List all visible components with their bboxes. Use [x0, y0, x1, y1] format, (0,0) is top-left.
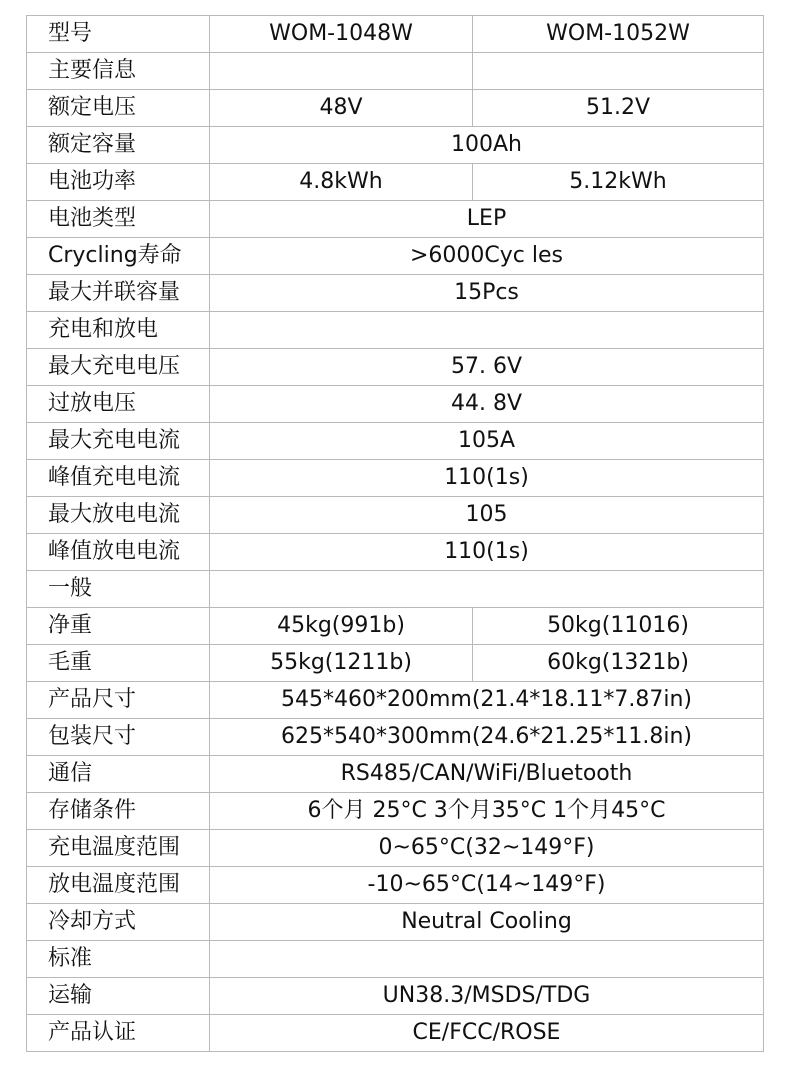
- row-value-1048w: 45kg(991b): [210, 608, 473, 645]
- table-row: [27, 423, 764, 460]
- row-value: [210, 312, 764, 349]
- table-row: [27, 1015, 764, 1052]
- table-row: [27, 127, 764, 164]
- table-row: [27, 904, 764, 941]
- table-row: [27, 645, 764, 682]
- row-value: 15Pcs: [210, 275, 764, 312]
- row-value: 100Ah: [210, 127, 764, 164]
- table-row: [27, 830, 764, 867]
- row-value: 0~65°C(32~149°F): [210, 830, 764, 867]
- row-label: 一般: [27, 571, 210, 608]
- row-value: [210, 941, 764, 978]
- row-label: 主要信息: [27, 53, 210, 90]
- row-value: 57. 6V: [210, 349, 764, 386]
- row-value: 625*540*300mm(24.6*21.25*11.8in): [210, 719, 764, 756]
- table-row: [27, 497, 764, 534]
- row-value-1052w: 5.12kWh: [473, 164, 764, 201]
- row-label: 峰值充电电流: [27, 460, 210, 497]
- row-value-1048w: 4.8kWh: [210, 164, 473, 201]
- row-label: 最大充电电压: [27, 349, 210, 386]
- row-label: 存储条件: [27, 793, 210, 830]
- row-value: 105A: [210, 423, 764, 460]
- row-value-1052w: 60kg(1321b): [473, 645, 764, 682]
- row-value: >6000Cyc les: [210, 238, 764, 275]
- table-row: [27, 571, 764, 608]
- row-value: [210, 571, 764, 608]
- table-row: [27, 90, 764, 127]
- table-row: [27, 349, 764, 386]
- row-label: 产品尺寸: [27, 682, 210, 719]
- row-value-1048w: WOM-1048W: [210, 16, 473, 53]
- row-value-1052w: [473, 53, 764, 90]
- row-label: 净重: [27, 608, 210, 645]
- row-label: 充电温度范围: [27, 830, 210, 867]
- row-label: 最大并联容量: [27, 275, 210, 312]
- table-row: [27, 164, 764, 201]
- row-value-1052w: WOM-1052W: [473, 16, 764, 53]
- row-label: 最大充电电流: [27, 423, 210, 460]
- table-row: [27, 386, 764, 423]
- table-row: [27, 867, 764, 904]
- row-label: 毛重: [27, 645, 210, 682]
- row-label: 充电和放电: [27, 312, 210, 349]
- row-value: 110(1s): [210, 460, 764, 497]
- table-row: [27, 978, 764, 1015]
- table-row: [27, 608, 764, 645]
- row-label: 标准: [27, 941, 210, 978]
- table-row: [27, 238, 764, 275]
- table-row: [27, 719, 764, 756]
- table-row: [27, 16, 764, 53]
- table-row: [27, 53, 764, 90]
- row-label: 型号: [27, 16, 210, 53]
- row-value: 6个月 25°C 3个月35°C 1个月45°C: [210, 793, 764, 830]
- row-value: Neutral Cooling: [210, 904, 764, 941]
- row-label: 通信: [27, 756, 210, 793]
- row-value-1052w: 51.2V: [473, 90, 764, 127]
- table-row: [27, 460, 764, 497]
- row-label: 电池类型: [27, 201, 210, 238]
- row-value-1048w: 48V: [210, 90, 473, 127]
- row-label: 包装尺寸: [27, 719, 210, 756]
- row-label: 过放电压: [27, 386, 210, 423]
- row-value: 545*460*200mm(21.4*18.11*7.87in): [210, 682, 764, 719]
- row-label: 额定电压: [27, 90, 210, 127]
- row-value-1048w: [210, 53, 473, 90]
- row-label: Crycling寿命: [27, 238, 210, 275]
- row-value: RS485/CAN/WiFi/Bluetooth: [210, 756, 764, 793]
- row-label: 最大放电电流: [27, 497, 210, 534]
- table-row: [27, 312, 764, 349]
- table-row: [27, 756, 764, 793]
- row-label: 冷却方式: [27, 904, 210, 941]
- spec-table-body: [27, 16, 764, 1052]
- table-row: [27, 941, 764, 978]
- row-value: 44. 8V: [210, 386, 764, 423]
- row-label: 产品认证: [27, 1015, 210, 1052]
- row-value-1048w: 55kg(1211b): [210, 645, 473, 682]
- row-value: -10~65°C(14~149°F): [210, 867, 764, 904]
- row-value: CE/FCC/ROSE: [210, 1015, 764, 1052]
- spec-table: [26, 15, 764, 1052]
- row-value: UN38.3/MSDS/TDG: [210, 978, 764, 1015]
- table-row: [27, 682, 764, 719]
- row-label: 放电温度范围: [27, 867, 210, 904]
- row-value: 105: [210, 497, 764, 534]
- table-row: [27, 534, 764, 571]
- table-row: [27, 275, 764, 312]
- row-label: 额定容量: [27, 127, 210, 164]
- row-value: 110(1s): [210, 534, 764, 571]
- row-label: 运输: [27, 978, 210, 1015]
- row-value-1052w: 50kg(11016): [473, 608, 764, 645]
- row-label: 峰值放电电流: [27, 534, 210, 571]
- table-row: [27, 793, 764, 830]
- table-row: [27, 201, 764, 238]
- row-label: 电池功率: [27, 164, 210, 201]
- row-value: LEP: [210, 201, 764, 238]
